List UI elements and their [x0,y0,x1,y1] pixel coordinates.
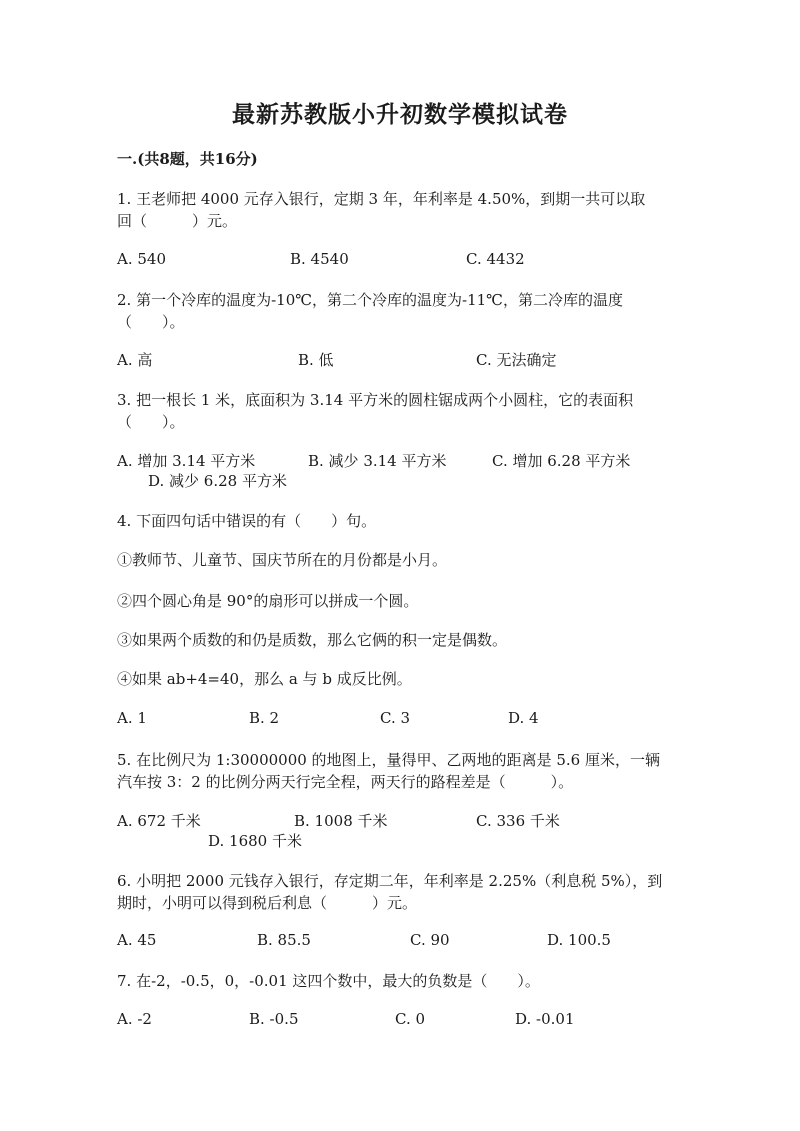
question-6-line-2: 期时，小明可以得到税后利息（ ）元。 [117,894,418,912]
question-4-option-c: C. 3 [380,709,411,727]
question-3-line-1: 3. 把一根长 1 米，底面积为 3.14 平方米的圆柱锯成两个小圆柱，它的表面积 [117,391,634,409]
question-3-option-d: D. 减少 6.28 平方米 [148,472,287,490]
question-4-statement-4: ④如果 ab+4=40，那么 a 与 b 成反比例。 [117,670,412,688]
question-2-line-2: （ ）。 [117,313,185,331]
question-3-line-2: （ ）。 [117,413,185,431]
question-2-option-a: A. 高 [117,351,153,369]
question-4-line-1: 4. 下面四句话中错误的有（ ）句。 [117,512,377,530]
question-5-option-b: B. 1008 千米 [294,812,388,830]
question-5-line-1: 5. 在比例尺为 1:30000000 的地图上，量得甲、乙两地的距离是 5.6 厘米，一辆 [117,751,660,769]
question-2-line-1: 2. 第一个冷库的温度为-10℃，第二个冷库的温度为-11℃，第二冷库的温度 [117,291,623,309]
question-5-option-d: D. 1680 千米 [208,832,302,850]
question-5-option-c: C. 336 千米 [476,812,560,830]
question-7-option-d: D. -0.01 [515,1010,575,1028]
question-6-option-b: B. 85.5 [257,931,311,949]
question-4-statement-3: ③如果两个质数的和仍是质数，那么它俩的积一定是偶数。 [117,631,508,649]
question-7-option-b: B. -0.5 [249,1010,299,1028]
question-2-option-c: C. 无法确定 [476,351,557,369]
question-1-option-b: B. 4540 [290,250,349,268]
question-1-line-2: 回（ ）元。 [117,212,238,230]
question-6-line-1: 6. 小明把 2000 元钱存入银行，存定期二年，年利率是 2.25%（利息税 5%），到 [117,872,663,890]
question-1-option-c: C. 4432 [466,250,525,268]
question-3-option-b: B. 减少 3.14 平方米 [308,452,447,470]
question-5-option-a: A. 672 千米 [117,812,201,830]
page-title: 最新苏教版小升初数学模拟试卷 [232,101,568,128]
question-4-statement-1: ①教师节、儿童节、国庆节所在的月份都是小月。 [117,551,448,569]
question-4-option-d: D. 4 [508,709,539,727]
question-6-option-a: A. 45 [117,931,157,949]
question-6-option-d: D. 100.5 [547,931,611,949]
question-1-option-a: A. 540 [117,250,166,268]
question-7-option-a: A. -2 [117,1010,152,1028]
question-1-line-1: 1. 王老师把 4000 元存入银行，定期 3 年，年利率是 4.50%，到期一共可以取 [117,190,646,208]
question-3-option-a: A. 增加 3.14 平方米 [117,452,256,470]
section-heading: 一.(共8题，共16分) [117,150,258,168]
question-7-line-1: 7. 在-2，-0.5，0，-0.01 这四个数中，最大的负数是（ ）。 [117,972,540,990]
question-4-statement-2: ②四个圆心角是 90°的扇形可以拼成一个圆。 [117,592,419,610]
question-4-option-a: A. 1 [117,709,147,727]
question-5-line-2: 汽车按 3：2 的比例分两天行完全程，两天行的路程差是（ ）。 [117,773,574,791]
question-2-option-b: B. 低 [298,351,334,369]
question-7-option-c: C. 0 [395,1010,426,1028]
question-4-option-b: B. 2 [249,709,280,727]
question-3-option-c: C. 增加 6.28 平方米 [492,452,631,470]
question-6-option-c: C. 90 [410,931,450,949]
